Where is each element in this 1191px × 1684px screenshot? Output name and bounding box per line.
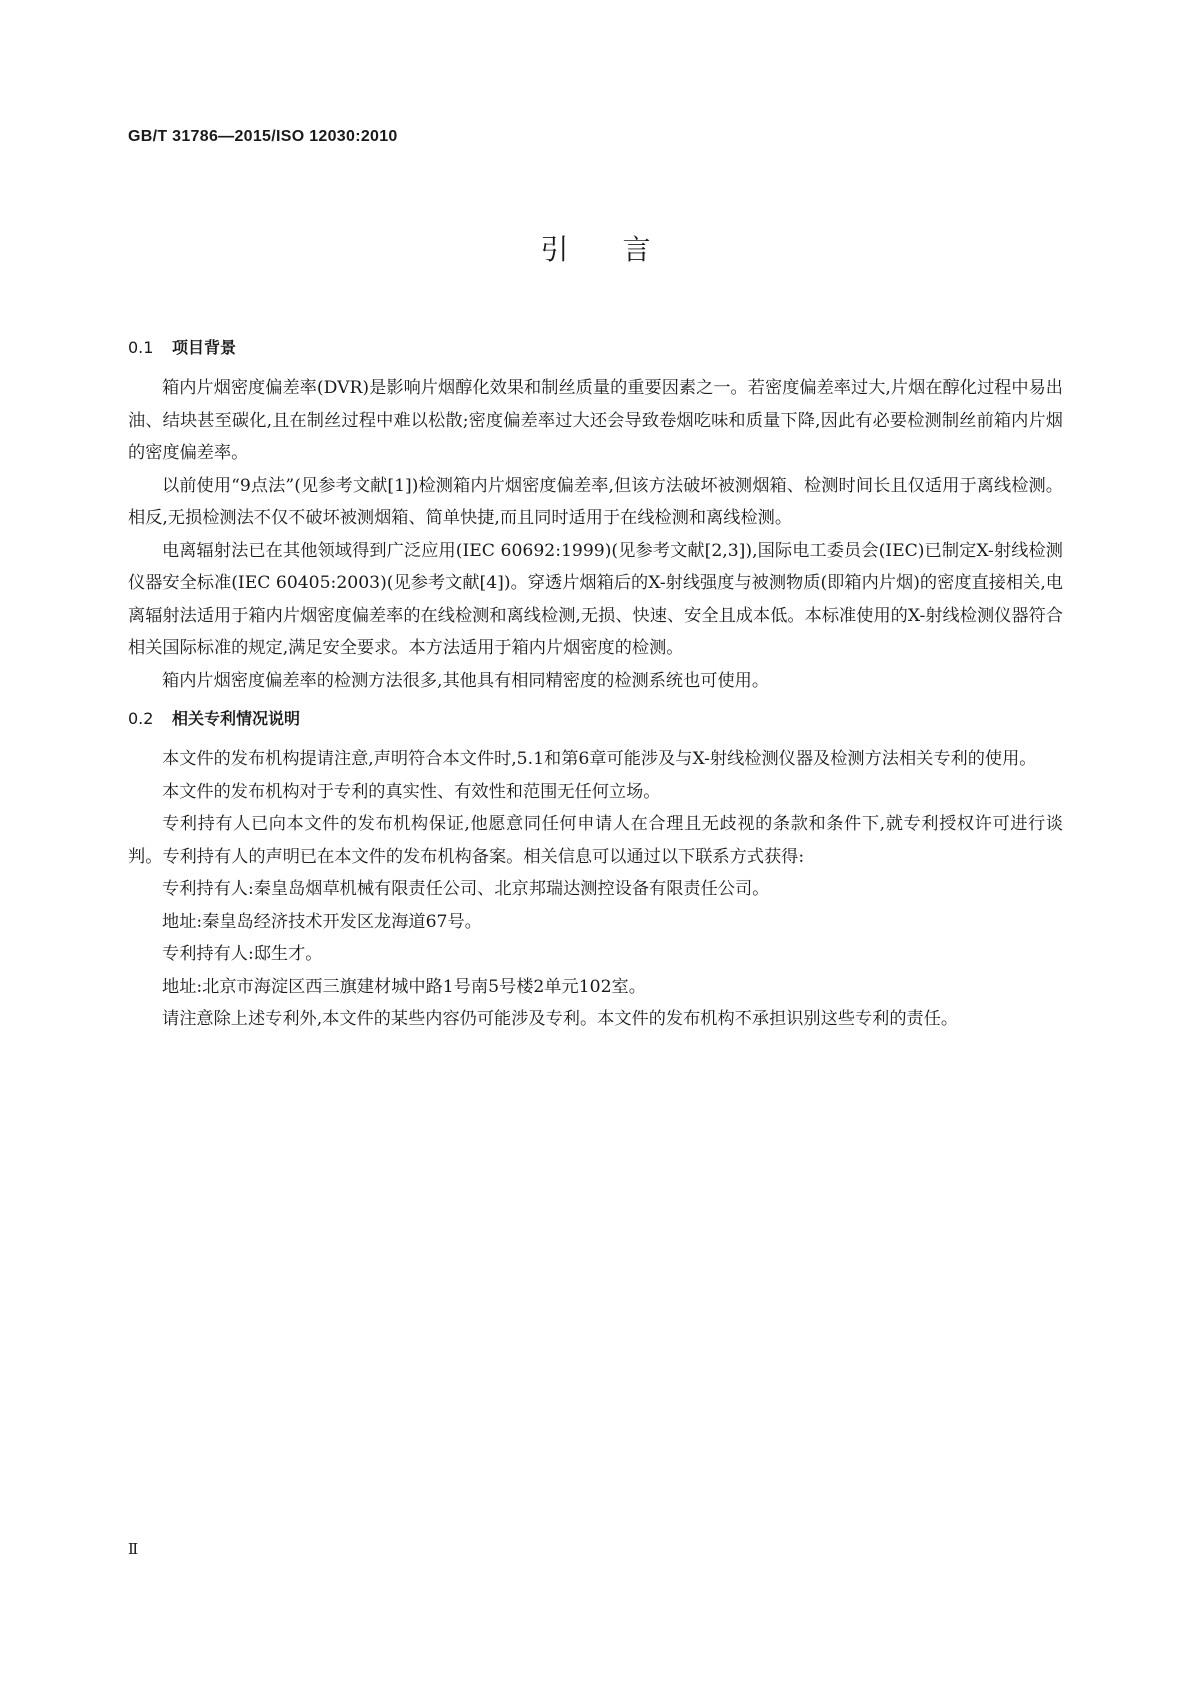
- paragraph: 请注意除上述专利外,本文件的某些内容仍可能涉及专利。本文件的发布机构不承担识别这些专利的责任。: [162, 1009, 959, 1029]
- section-patent-statement: [128, 707, 1063, 1036]
- page-number: Ⅱ: [128, 1540, 139, 1558]
- paragraph: 本文件的发布机构对于专利的真实性、有效性和范围无任何立场。: [162, 781, 661, 802]
- section-heading: [128, 707, 1063, 731]
- page-title: 引言: [540, 233, 705, 266]
- paragraph: 地址:秦皇岛经济技术开发区龙海道67号。: [162, 911, 482, 932]
- paragraph: 专利持有人已向本文件的发布机构保证,他愿意同任何申请人在合理且无歧视的条款和条件下,就专利授权许可进行谈判。专利持有人的声明已在本文件的发布机构备案。相关信息可以通过以下联系方式获得:: [128, 814, 1063, 867]
- paragraph: 地址:北京市海淀区西三旗建材城中路1号南5号楼2单元102室。: [162, 976, 646, 997]
- standard-number: GB/T 31786—2015/ISO 12030:2010: [128, 128, 398, 145]
- section-number: 0.1: [128, 338, 154, 357]
- section-heading: [128, 336, 1063, 360]
- paragraph: 箱内片烟密度偏差率的检测方法很多,其他具有相同精密度的检测系统也可使用。: [162, 670, 770, 691]
- paragraph: 箱内片烟密度偏差率(DVR)是影响片烟醇化效果和制丝质量的重要因素之一。若密度偏差率过大,片烟在醇化过程中易出油、结块甚至碳化,且在制丝过程中难以松散;密度偏差率过大还会导致卷烟吃味和质量下降,因此有必要检测制丝前箱内片烟的密度偏差率。: [128, 378, 1063, 463]
- paragraph: 本文件的发布机构提请注意,声明符合本文件时,5.1和第6章可能涉及与X-射线检测仪器及检测方法相关专利的使用。: [162, 749, 1037, 769]
- section-project-background: [128, 336, 1063, 697]
- section-title: 项目背景: [172, 338, 237, 357]
- paragraph: 电离辐射法已在其他领域得到广泛应用(IEC 60692:1999)(见参考文献[2,3]),国际电工委员会(IEC)已制定X-射线检测仪器安全标准(IEC 60405:2003)(见参考文献[4])。穿透片烟箱后的X-射线强度与被测物质(即箱内片烟)的密度直接相关,电离辐射法适用于箱内片烟密度偏差率的在线检测和离线检测,无损、快速、安全且成本低。本标准使用的X-射线检测仪器符合相关国际标准的规定,满足安全要求。本方法适用于箱内片烟密度的检测。: [128, 540, 1063, 658]
- section-number: 0.2: [128, 709, 154, 728]
- paragraph: 专利持有人:秦皇岛烟草机械有限责任公司、北京邦瑞达测控设备有限责任公司。: [162, 879, 770, 899]
- paragraph: 专利持有人:邸生才。: [162, 944, 323, 964]
- document-body: [128, 336, 1063, 1036]
- section-title: 相关专利情况说明: [172, 709, 301, 728]
- paragraph: 以前使用“9点法”(见参考文献[1])检测箱内片烟密度偏差率,但该方法破坏被测烟箱、检测时间长且仅适用于离线检测。相反,无损检测法不仅不破坏被测烟箱、简单快捷,而且同时适用于在线检测和离线检测。: [128, 475, 1063, 528]
